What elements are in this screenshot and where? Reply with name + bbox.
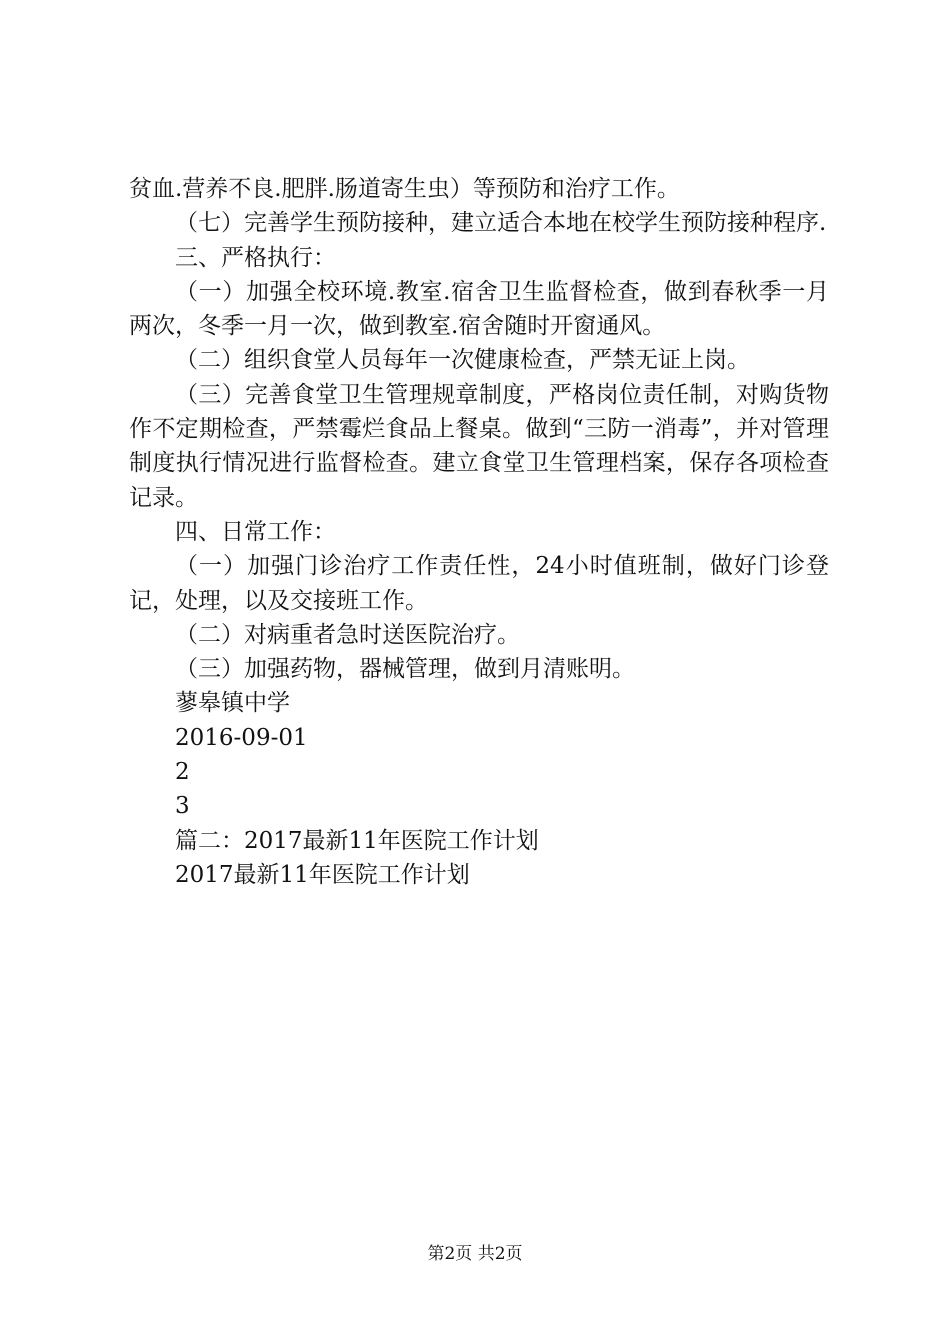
paragraph-4-3: （三）加强药物，器械管理，做到月清账明。 [175,656,635,683]
signature: 蓼皋镇中学 [175,690,290,717]
paragraph-4-1: （一）加强门诊治疗工作责任性，24小时值班制，做好门诊登记，处理，以及交接班工作。 [129,553,829,614]
section-heading-part-2: 篇二：2017最新11年医院工作计划 [175,827,539,854]
paragraph-3-3: （三）完善食堂卫生管理规章制度，严格岗位责任制，对购货物作不定期检查，严禁霉烂食品上餐桌。做到“三防一消毒”，并对管理制度执行情况进行监督检查。建立食堂卫生管理档案，保存各项检查记录。 [129,381,829,511]
date: 2016-09-01 [175,724,308,751]
section-title: 2017最新11年医院工作计划 [175,861,470,888]
section-heading-3: 三、严格执行： [175,244,336,271]
paragraph-continuation: 贫血.营养不良.肥胖.肠道寄生虫）等预防和治疗工作。 [129,176,680,202]
page-footer: 第2页 共2页 [427,1244,523,1264]
paragraph-4-2: （二）对病重者急时送医院治疗。 [175,621,520,648]
section-heading-4: 四、日常工作： [175,518,336,545]
line-2: 2 [175,759,190,786]
paragraph-item-7: （七）完善学生预防接种，建立适合本地在校学生预防接种程序. [175,210,827,237]
paragraph-3-2: （二）组织食堂人员每年一次健康检查，严禁无证上岗。 [175,347,750,374]
paragraph-3-1: （一）加强全校环境.教室.宿舍卫生监督检查，做到春秋季一月两次，冬季一月一次，做到教室.宿舍随时开窗通风。 [129,278,829,340]
line-3: 3 [175,793,190,820]
document-body [129,172,829,892]
